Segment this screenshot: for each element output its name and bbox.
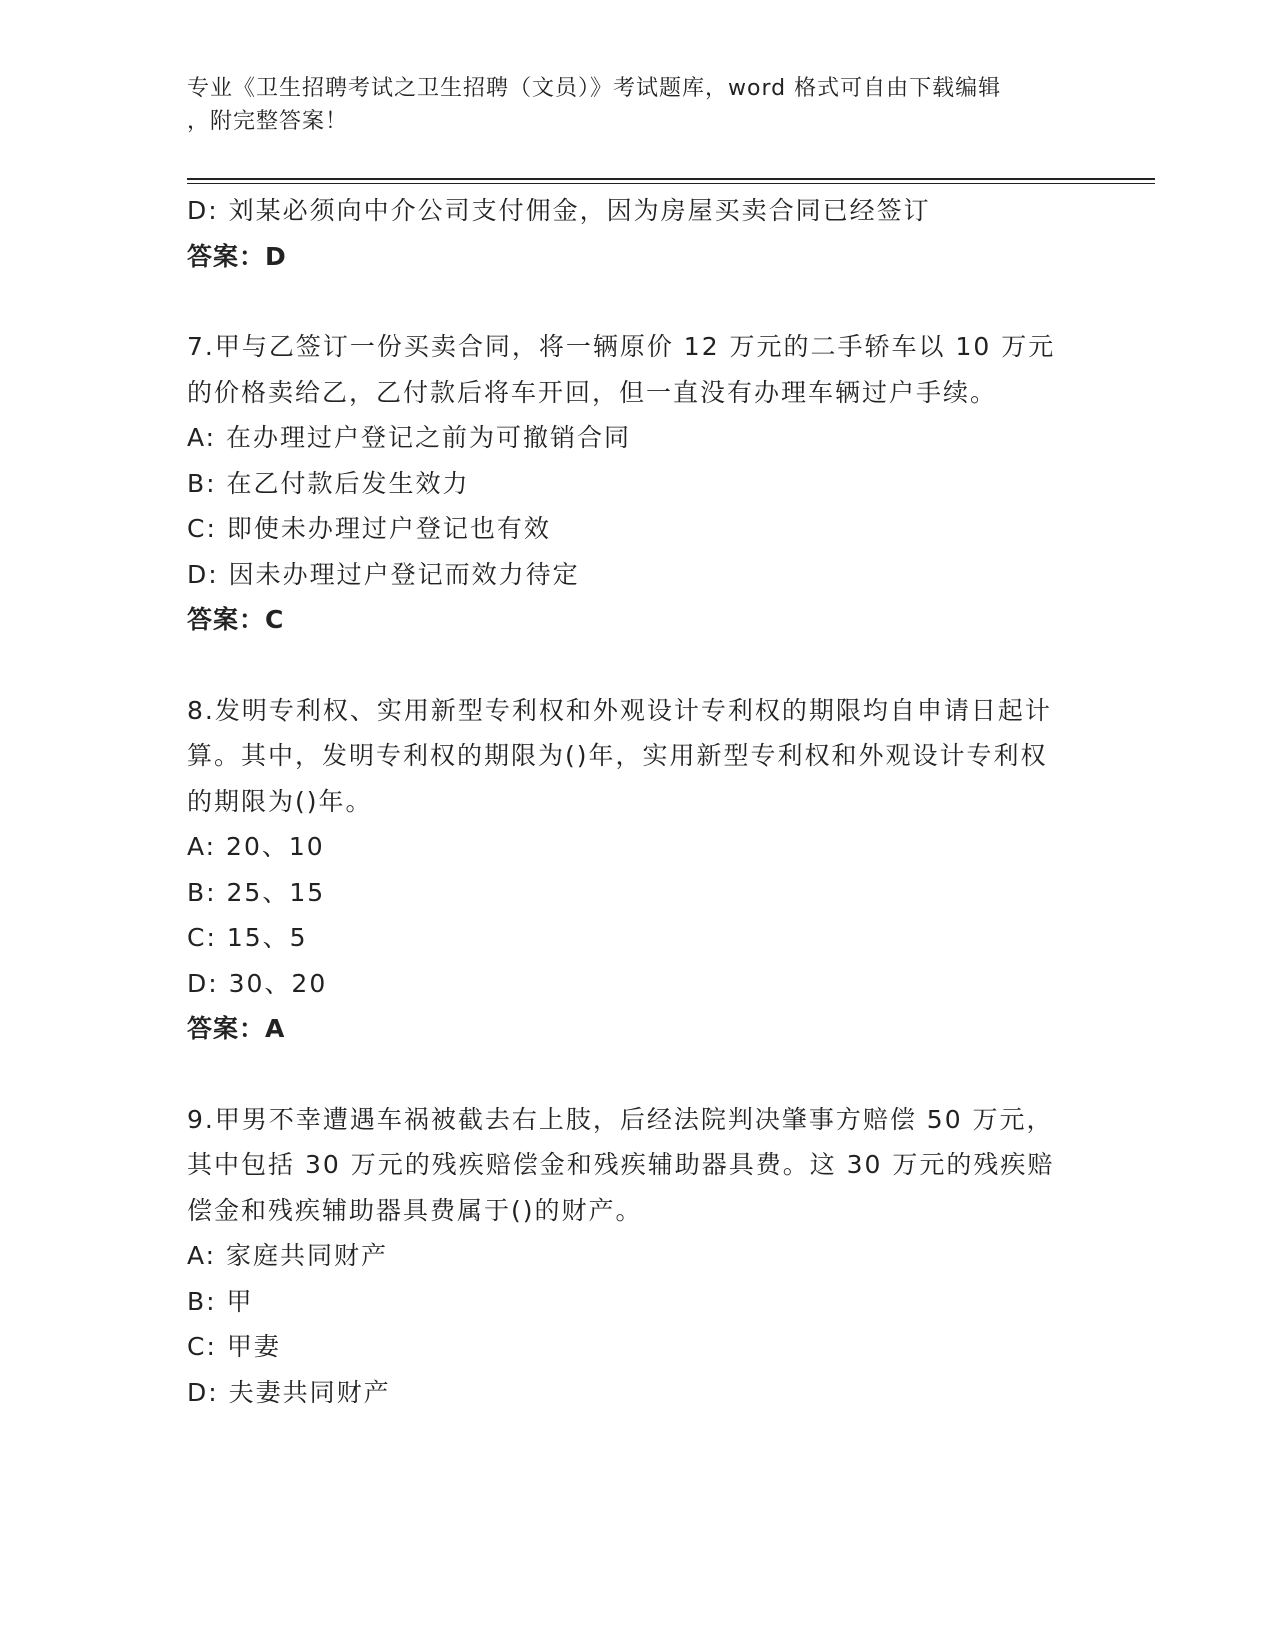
header-divider-thin: [187, 183, 1155, 184]
question-9: [187, 1097, 1067, 1416]
spacer: [187, 279, 1067, 324]
spacer: [187, 1052, 1067, 1097]
answer: 答案：A: [187, 1014, 286, 1043]
question-7: [187, 324, 1067, 643]
document-header: [187, 72, 1067, 138]
option-b: B: 甲: [187, 1286, 254, 1316]
option-a: A: 20、10: [187, 832, 325, 861]
option-b: B: 在乙付款后发生效力: [187, 468, 470, 498]
answer: 答案：D: [187, 241, 287, 271]
question-stem: 9.甲男不幸遭遇车祸被截去右上肢，后经法院判决肇事方赔偿 50 万元，其中包括 30 万元的残疾赔偿金和残疾辅助器具费。这 30 万元的残疾赔偿金和残疾辅助器具费属于()的财产。: [187, 1104, 1055, 1225]
header-divider-thick: [187, 178, 1155, 180]
answer: 答案：C: [187, 605, 285, 634]
option-d: D: 因未办理过户登记而效力待定: [187, 559, 580, 589]
option-d: D: 刘某必须向中介公司支付佣金，因为房屋买卖合同已经签订: [187, 196, 931, 225]
option-a: A: 家庭共同财产: [187, 1241, 389, 1270]
question-stem: 7.甲与乙签订一份买卖合同，将一辆原价 12 万元的二手轿车以 10 万元的价格卖给乙，乙付款后将车开回，但一直没有办理车辆过户手续。: [187, 332, 1056, 407]
question-8: [187, 688, 1067, 1052]
spacer: [187, 643, 1067, 688]
option-b: B: 25、15: [187, 877, 326, 907]
option-d: D: 夫妻共同财产: [187, 1377, 391, 1407]
document-body: [187, 188, 1067, 1415]
header-line-2: ，附完整答案！: [187, 109, 349, 134]
option-a: A: 在办理过户登记之前为可撤销合同: [187, 423, 632, 452]
option-c: C: 15、5: [187, 923, 308, 952]
option-c: C: 即使未办理过户登记也有效: [187, 514, 551, 543]
header-line-1: 专业《卫生招聘考试之卫生招聘（文员）》考试题库，word 格式可自由下载编辑: [187, 76, 1002, 101]
previous-question-tail: [187, 188, 1067, 279]
option-d: D: 30、20: [187, 968, 328, 998]
question-stem: 8.发明专利权、实用新型专利权和外观设计专利权的期限均自申请日起计算。其中，发明专利权的期限为()年，实用新型专利权和外观设计专利权的期限为()年。: [187, 695, 1052, 816]
option-c: C: 甲妻: [187, 1332, 281, 1361]
